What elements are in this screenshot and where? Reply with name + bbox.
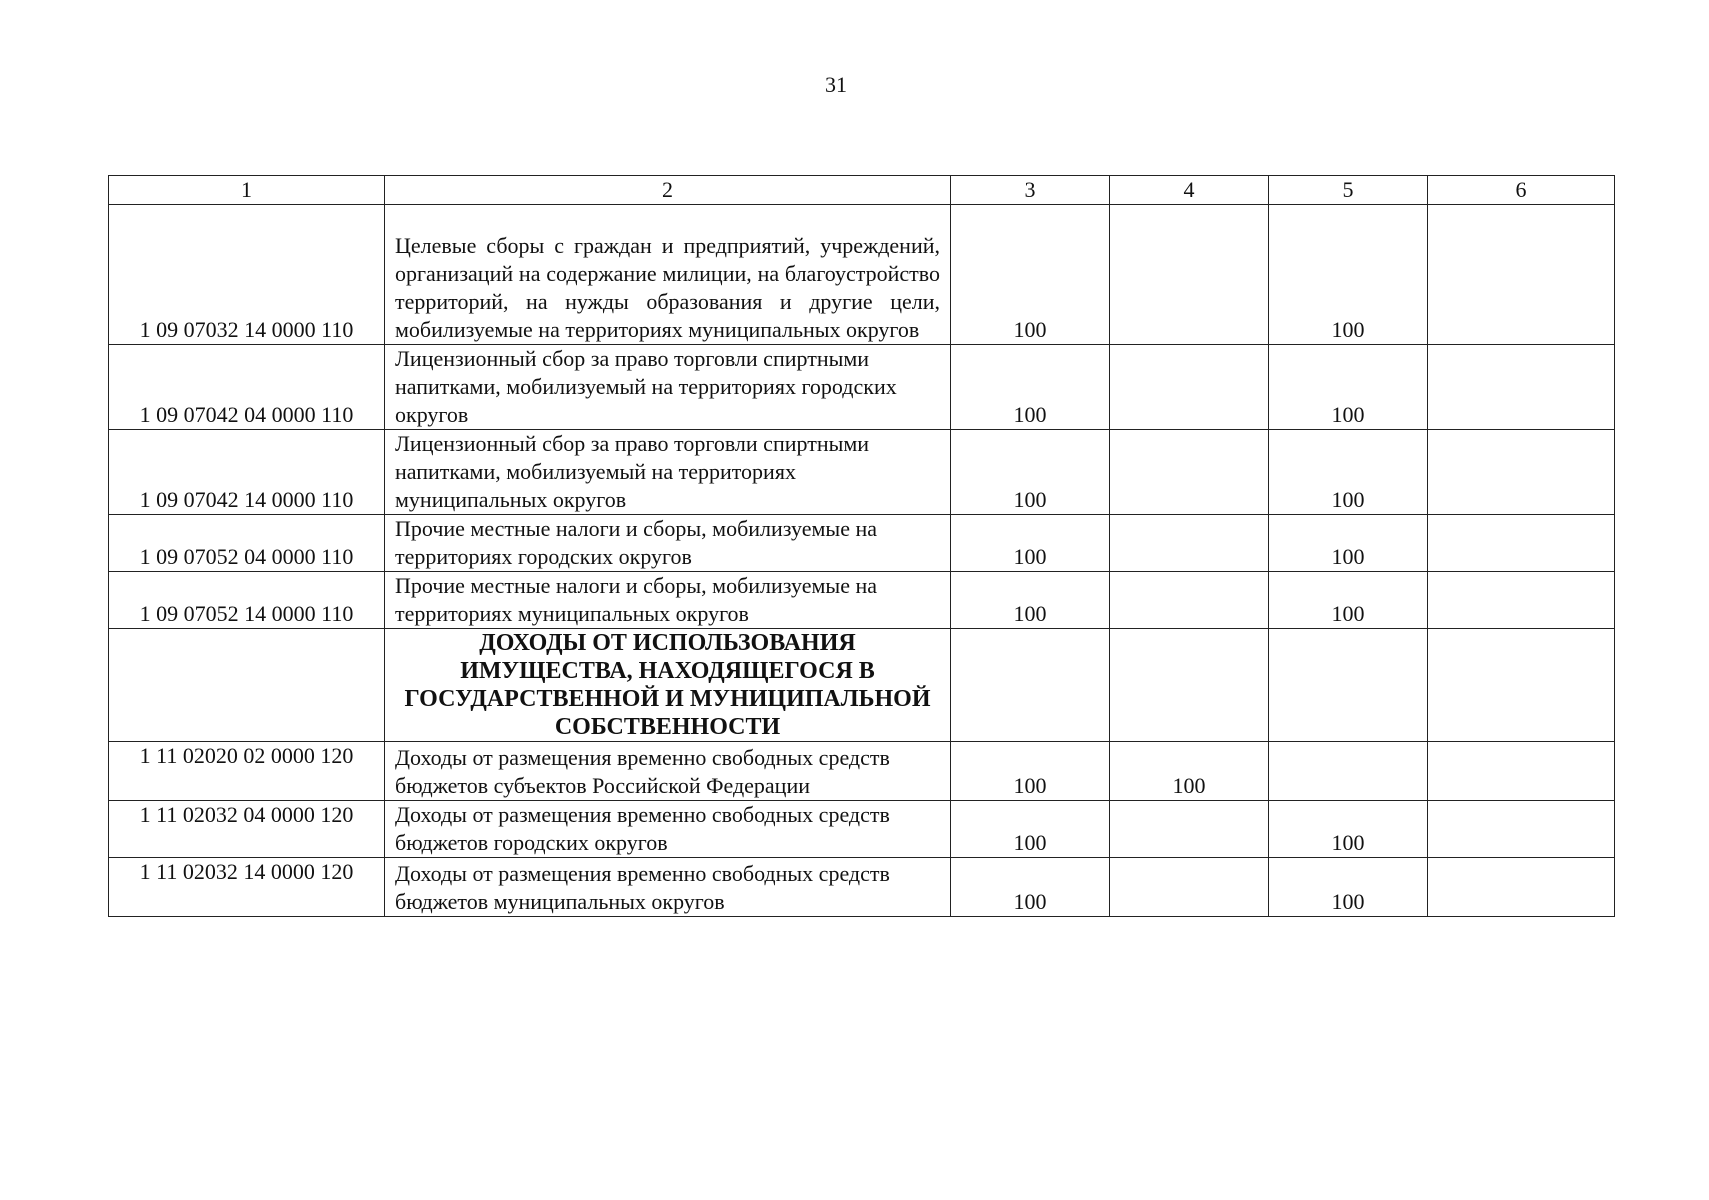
row-value-col5: 100 (1269, 430, 1428, 515)
row-value-col6 (1428, 629, 1615, 742)
row-code: 1 09 07042 04 0000 110 (109, 345, 385, 430)
row-value-col3: 100 (951, 858, 1110, 917)
row-code: 1 09 07052 14 0000 110 (109, 572, 385, 629)
row-value-col6 (1428, 205, 1615, 345)
row-value-col6 (1428, 515, 1615, 572)
table-row (109, 742, 1615, 801)
row-value-col5: 100 (1269, 572, 1428, 629)
table-row (109, 572, 1615, 629)
row-description: Прочие местные налоги и сборы, мобилизуемые на территориях городских округов (385, 515, 951, 572)
row-code: 1 11 02032 14 0000 120 (109, 858, 385, 917)
row-value-col6 (1428, 858, 1615, 917)
row-value-col4 (1110, 801, 1269, 858)
row-value-col4 (1110, 345, 1269, 430)
budget-revenue-table (108, 175, 1615, 917)
row-value-col4 (1110, 858, 1269, 917)
row-value-col3 (951, 629, 1110, 742)
row-value-col3: 100 (951, 515, 1110, 572)
column-header-2: 2 (385, 176, 951, 205)
row-value-col5 (1269, 629, 1428, 742)
table-header-row (109, 176, 1615, 205)
row-value-col4 (1110, 205, 1269, 345)
table-row (109, 345, 1615, 430)
column-header-1: 1 (109, 176, 385, 205)
row-value-col6 (1428, 345, 1615, 430)
row-value-col5: 100 (1269, 345, 1428, 430)
row-description: Целевые сборы с граждан и предприятий, учреждений, организаций на содержание милиции, на благоустройство территорий, на нужды образования и другие цели, мобилизуемые на территориях муниципальных округов (385, 205, 951, 345)
table-row (109, 430, 1615, 515)
row-value-col5: 100 (1269, 205, 1428, 345)
row-value-col6 (1428, 742, 1615, 801)
column-header-3: 3 (951, 176, 1110, 205)
row-value-col5: 100 (1269, 801, 1428, 858)
row-value-col5: 100 (1269, 515, 1428, 572)
section-heading: ДОХОДЫ ОТ ИСПОЛЬЗОВАНИЯ ИМУЩЕСТВА, НАХОДЯЩЕГОСЯ В ГОСУДАРСТВЕННОЙ И МУНИЦИПАЛЬНОЙ СОБСТВЕННОСТИ (385, 629, 951, 742)
row-value-col4 (1110, 515, 1269, 572)
row-value-col3: 100 (951, 801, 1110, 858)
row-value-col6 (1428, 572, 1615, 629)
page-number: 31 (825, 72, 847, 97)
row-code: 1 11 02020 02 0000 120 (109, 742, 385, 801)
column-header-5: 5 (1269, 176, 1428, 205)
row-description: Прочие местные налоги и сборы, мобилизуемые на территориях муниципальных округов (385, 572, 951, 629)
row-value-col3: 100 (951, 572, 1110, 629)
row-value-col5 (1269, 742, 1428, 801)
row-description: Доходы от размещения временно свободных средств бюджетов городских округов (385, 801, 951, 858)
table-row (109, 515, 1615, 572)
row-value-col4 (1110, 430, 1269, 515)
row-value-col6 (1428, 430, 1615, 515)
row-description: Доходы от размещения временно свободных средств бюджетов муниципальных округов (385, 858, 951, 917)
row-code: 1 09 07042 14 0000 110 (109, 430, 385, 515)
section-heading-row (109, 629, 1615, 742)
column-header-4: 4 (1110, 176, 1269, 205)
row-value-col4 (1110, 572, 1269, 629)
row-value-col6 (1428, 801, 1615, 858)
row-code: 1 11 02032 04 0000 120 (109, 801, 385, 858)
row-value-col4: 100 (1110, 742, 1269, 801)
row-description: Доходы от размещения временно свободных средств бюджетов субъектов Российской Федерации (385, 742, 951, 801)
row-value-col3: 100 (951, 345, 1110, 430)
row-value-col4 (1110, 629, 1269, 742)
row-description: Лицензионный сбор за право торговли спиртными напитками, мобилизуемый на территориях городских округов (385, 345, 951, 430)
row-description: Лицензионный сбор за право торговли спиртными напитками, мобилизуемый на территориях муниципальных округов (385, 430, 951, 515)
table-row (109, 205, 1615, 345)
row-code: 1 09 07052 04 0000 110 (109, 515, 385, 572)
row-code: 1 09 07032 14 0000 110 (109, 205, 385, 345)
column-header-6: 6 (1428, 176, 1615, 205)
row-value-col3: 100 (951, 430, 1110, 515)
table-row (109, 858, 1615, 917)
row-value-col3: 100 (951, 205, 1110, 345)
table-row (109, 801, 1615, 858)
row-code (109, 629, 385, 742)
row-value-col5: 100 (1269, 858, 1428, 917)
row-value-col3: 100 (951, 742, 1110, 801)
